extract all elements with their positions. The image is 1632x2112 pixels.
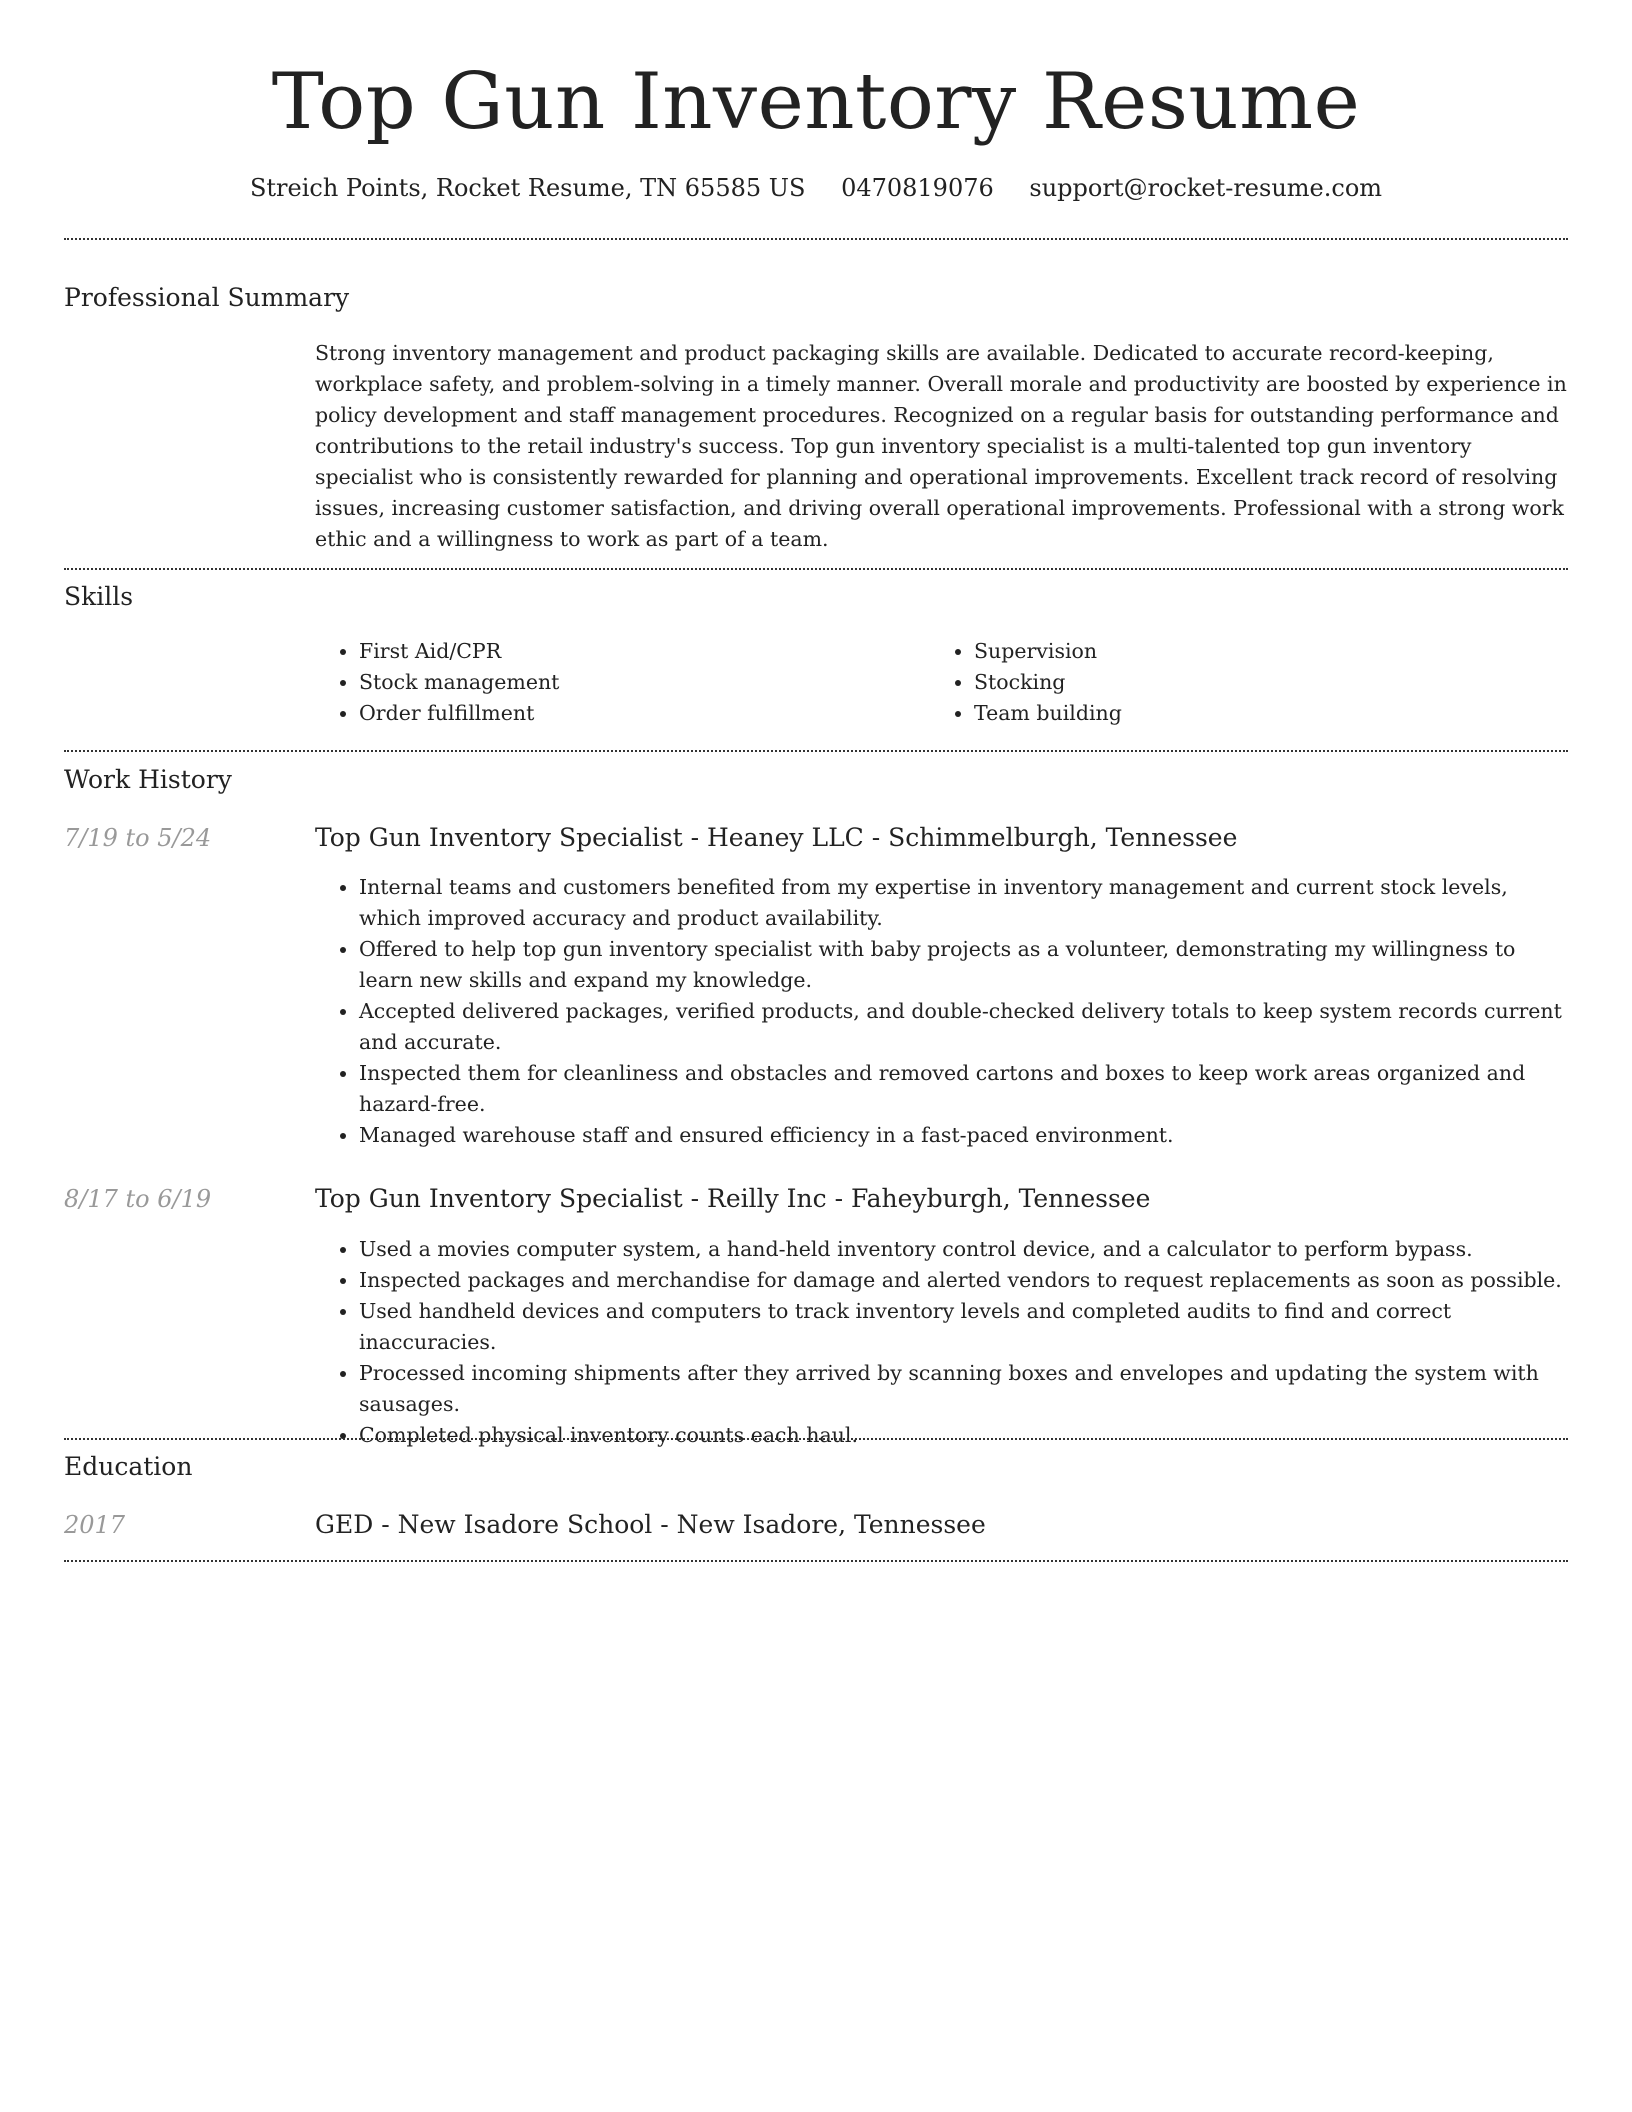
skill-item: • Order fulfillment — [359, 698, 915, 729]
contact-email: support@rocket-resume.com — [1029, 174, 1383, 202]
education-entry: GED - New Isadore School - New Isadore, Tennessee — [315, 1510, 986, 1539]
job-bullet: • Completed physical inventory counts each haul. — [359, 1420, 1568, 1451]
summary-block — [315, 338, 1568, 555]
summary-heading: Professional Summary — [64, 283, 350, 312]
skill-item: • First Aid/CPR — [359, 636, 915, 667]
job-bullet: • Used a movies computer system, a hand-held inventory control device, and a calculator to perform bypass. — [359, 1234, 1568, 1265]
work-heading: Work History — [64, 765, 232, 794]
divider — [64, 750, 1568, 752]
job-bullets — [315, 1234, 1568, 1451]
job-bullet: • Internal teams and customers benefited from my expertise in inventory management and current stock levels, which improved accuracy and product availability. — [359, 872, 1568, 934]
job-bullet: • Inspected them for cleanliness and obstacles and removed cartons and boxes to keep work areas organized and hazard-free. — [359, 1058, 1568, 1120]
job-bullets — [315, 872, 1568, 1151]
skill-item: • Team building — [974, 698, 1530, 729]
job-bullet: • Managed warehouse staff and ensured efficiency in a fast-paced environment. — [359, 1120, 1568, 1151]
job-bullet: • Accepted delivered packages, verified products, and double-checked delivery totals to keep system records current and accurate. — [359, 996, 1568, 1058]
job-title: Top Gun Inventory Specialist - Heaney LLC - Schimmelburgh, Tennessee — [315, 823, 1238, 852]
contact-line — [0, 170, 1632, 206]
contact-address: Streich Points, Rocket Resume, TN 65585 US — [249, 174, 806, 202]
job-bullet: • Processed incoming shipments after they arrived by scanning boxes and envelopes and updating the system with sausages. — [359, 1358, 1568, 1420]
divider — [64, 568, 1568, 570]
skill-item: • Stock management — [359, 667, 915, 698]
skill-item: • Stocking — [974, 667, 1530, 698]
job-bullet: • Offered to help top gun inventory specialist with baby projects as a volunteer, demonstrating my willingness to learn new skills and expand my knowledge. — [359, 934, 1568, 996]
job-title: Top Gun Inventory Specialist - Reilly Inc - Faheyburgh, Tennessee — [315, 1184, 1151, 1213]
skills-column-left — [315, 636, 915, 729]
job-bullet: • Inspected packages and merchandise for damage and alerted vendors to request replacements as soon as possible. — [359, 1265, 1568, 1296]
job-dates: 7/19 to 5/24 — [64, 824, 212, 852]
education-heading: Education — [64, 1452, 193, 1481]
contact-phone: 0470819076 — [841, 174, 994, 202]
skills-heading: Skills — [64, 582, 134, 611]
skills-column-right — [930, 636, 1530, 729]
skill-item: • Supervision — [974, 636, 1530, 667]
summary-text: Strong inventory management and product packaging skills are available. Dedicated to accurate record-keeping, workplace safety, and problem-solving in a timely manner. Overall morale and productivity are boosted by experience in policy development and staff management procedures. Recognized on a regular basis for outstanding performance and contributions to the retail industry's success. Top gun inventory specialist is a multi-talented top gun inventory specialist who is consistently rewarded for planning and operational improvements. Excellent track record of resolving issues, increasing customer satisfaction, and driving overall operational improvements. Professional with a strong work ethic and a willingness to work as part of a team. — [315, 341, 1567, 551]
education-year: 2017 — [64, 1511, 126, 1539]
divider — [64, 1438, 1568, 1440]
resume-title: Top Gun Inventory Resume — [271, 57, 1361, 147]
divider — [64, 238, 1568, 240]
job-bullet: • Used handheld devices and computers to track inventory levels and completed audits to find and correct inaccuracies. — [359, 1296, 1568, 1358]
job-dates: 8/17 to 6/19 — [64, 1185, 212, 1213]
divider — [64, 1560, 1568, 1562]
